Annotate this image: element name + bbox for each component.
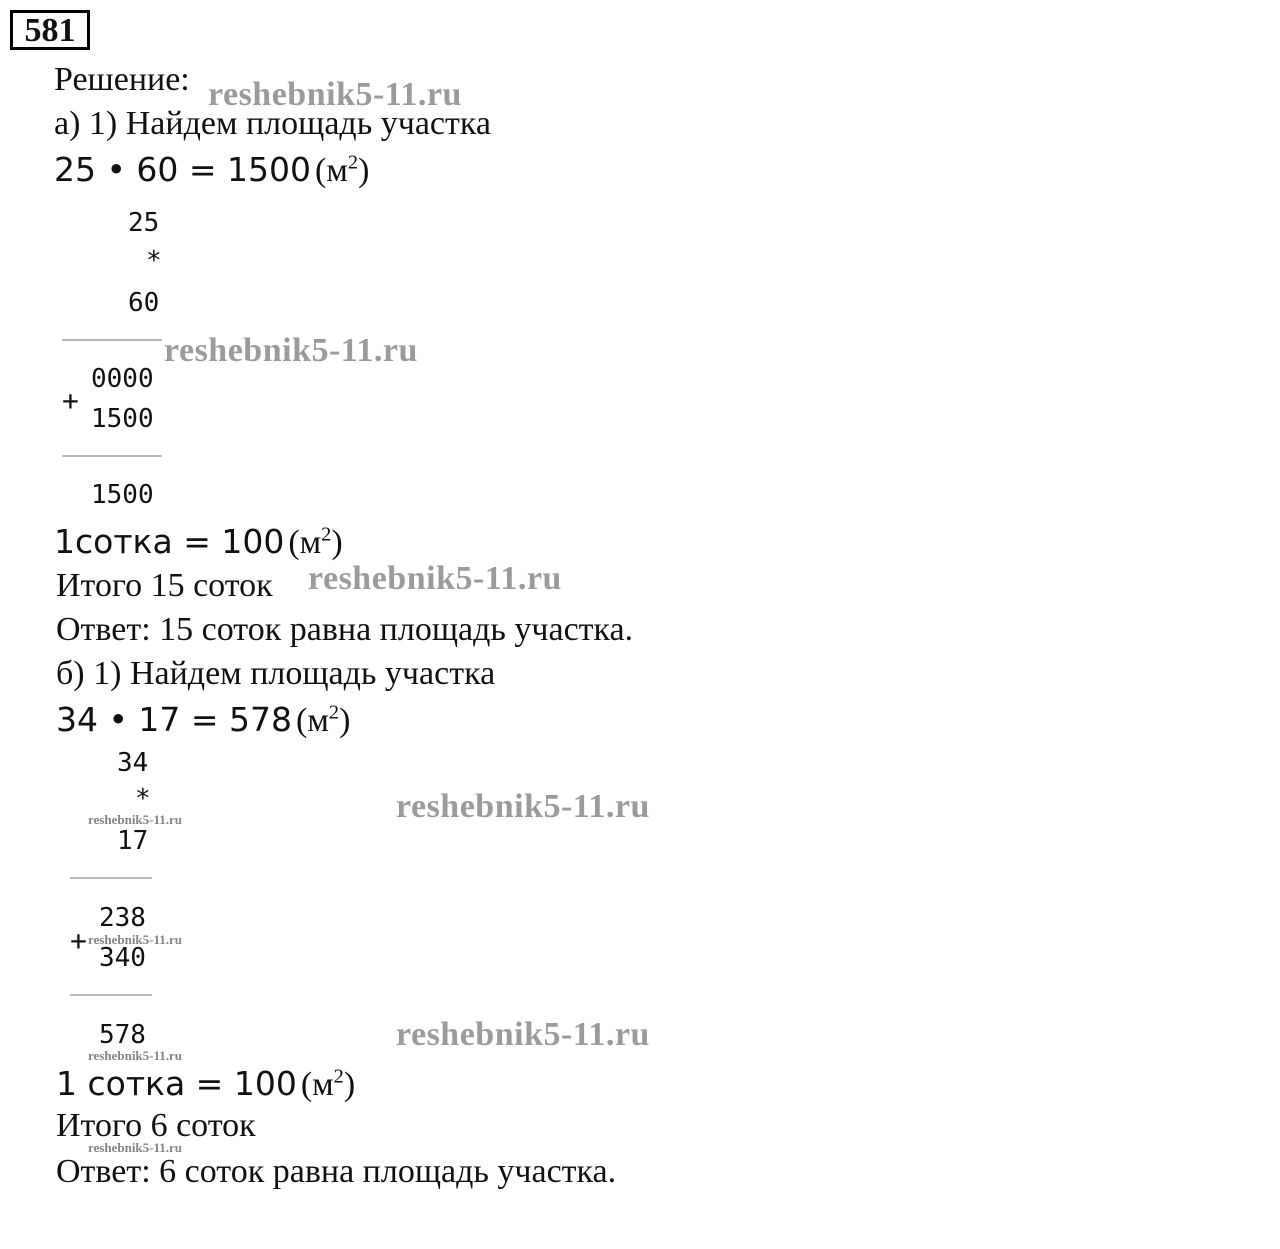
part-a-answer: Ответ: 15 соток равна площадь участка. xyxy=(56,611,634,648)
part-a-conversion: 1сотка = 100 xyxy=(54,522,285,561)
watermark-1: reshebnik5-11.ru xyxy=(208,76,462,113)
part-a-equation-line xyxy=(54,148,369,199)
part-a-col-top: 25 xyxy=(128,208,160,238)
part-a-rule-2 xyxy=(62,455,162,457)
part-a-col-bottom: 60 xyxy=(128,288,160,318)
part-a-step: а) 1) Найдем площадь участка xyxy=(54,105,491,142)
part-b-total: Итого 6 соток xyxy=(56,1107,256,1144)
part-b-col-result: 578 xyxy=(99,1020,146,1050)
part-a-conversion-unit: $(м^2)$ xyxy=(288,523,343,561)
part-b-rule-2 xyxy=(70,994,152,996)
part-a-equation: 25 • 60 = 1500 xyxy=(54,150,312,189)
part-b-col-partial1: 238 xyxy=(99,903,146,933)
part-a-conversion-line xyxy=(54,520,343,571)
part-a-col-partial2: 1500 xyxy=(91,404,154,434)
problem-number: 581 xyxy=(10,10,90,50)
part-b-conversion: 1 сотка = 100 xyxy=(56,1064,297,1103)
part-a-col-op: * xyxy=(146,246,162,276)
part-a-total: Итого 15 соток xyxy=(56,567,273,604)
part-b-conversion-unit: $(м^2)$ xyxy=(300,1065,356,1103)
part-b-equation: 34 • 17 = 578 xyxy=(56,700,293,739)
part-a-rule-1 xyxy=(62,339,162,341)
watermark-4: reshebnik5-11.ru xyxy=(396,788,650,825)
part-b-col-partial2: 340 xyxy=(99,943,146,973)
part-b-col-top: 34 xyxy=(117,748,149,778)
watermark-small-3: reshebnik5-11.ru xyxy=(88,1048,183,1063)
watermark-5: reshebnik5-11.ru xyxy=(396,1016,650,1053)
part-b-equation-line xyxy=(56,698,350,749)
part-a-col-partial1: 0000 xyxy=(91,364,154,394)
watermark-small-1: reshebnik5-11.ru xyxy=(88,812,183,827)
solution-heading: Решение: xyxy=(54,61,190,98)
watermark-small-4: reshebnik5-11.ru xyxy=(88,1140,183,1155)
part-b-unit: $(м^2)$ xyxy=(296,701,351,739)
part-b-answer: Ответ: 6 соток равна площадь участка. xyxy=(56,1153,617,1190)
watermark-small-2: reshebnik5-11.ru xyxy=(88,932,183,947)
part-b-col-op: * xyxy=(135,784,151,814)
part-a-col-plus: + xyxy=(62,384,79,417)
watermark-2: reshebnik5-11.ru xyxy=(164,332,418,369)
part-b-rule-1 xyxy=(70,877,152,879)
part-a-unit: $(м^2)$ xyxy=(315,151,370,189)
part-b-step: б) 1) Найдем площадь участка xyxy=(56,655,496,692)
watermark-3: reshebnik5-11.ru xyxy=(308,560,562,597)
part-a-col-result: 1500 xyxy=(91,480,154,510)
part-b-col-bottom: 17 xyxy=(117,826,149,856)
part-b-col-plus: + xyxy=(70,924,87,957)
